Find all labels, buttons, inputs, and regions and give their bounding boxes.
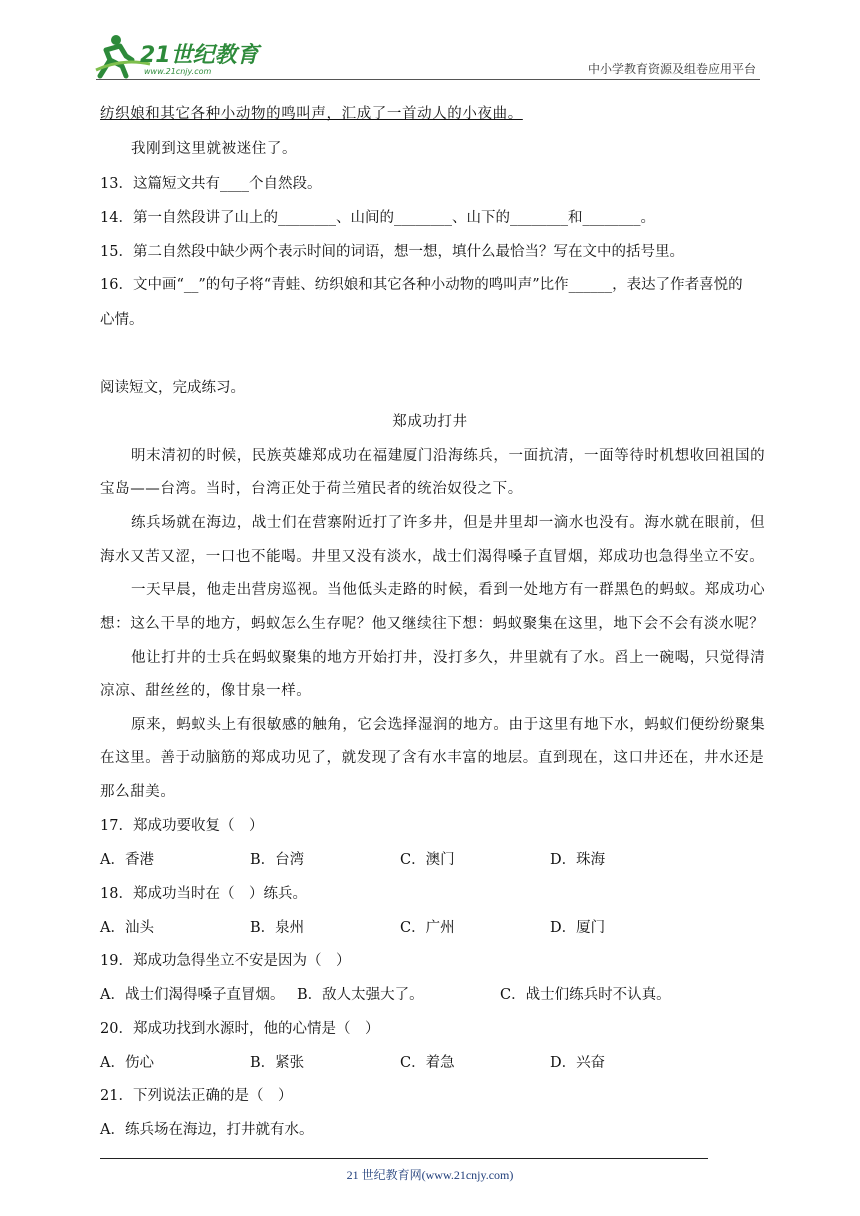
question-14: 14．第一自然段讲了山上的________、山间的________、山下的________和________。 — [100, 210, 655, 226]
question-15: 15．第二自然段中缺少两个表示时间的词语，想一想，填什么最恰当？写在文中的括号里。 — [100, 244, 684, 260]
logo — [92, 30, 262, 80]
question-16-cont: 心情。 — [100, 312, 144, 328]
option-c[interactable]: C．战士们练兵时不认真。 — [500, 987, 671, 1003]
header-divider — [96, 79, 760, 80]
underlined-sentence: 纺织娘和其它各种小动物的鸣叫声，汇成了一首动人的小夜曲。 — [100, 106, 523, 122]
passage-line: 练兵场就在海边，战士们在营寨附近打了许多井，但是井里却一滴水也没有。海水就在眼前，但 — [131, 515, 766, 531]
runner-logo-icon — [92, 30, 262, 80]
question-17: 17．郑成功要收复（ ） — [100, 818, 264, 834]
question-16: 16．文中画“__”的句子将“青蛙、纺织娘和其它各种小动物的鸣叫声”比作______，表达了作者喜悦的 — [100, 277, 743, 293]
svg-text:www.21cnjy.com: www.21cnjy.com — [144, 67, 212, 76]
passage-title: 郑成功打井 — [392, 414, 468, 430]
footer-divider — [100, 1158, 708, 1159]
option-d[interactable]: D．珠海 — [550, 852, 606, 868]
option-b[interactable]: B．紧张 — [250, 1055, 305, 1071]
passage-line: 海水又苦又涩，一口也不能喝。井里又没有淡水，战士们渴得嗓子直冒烟，郑成功也急得坐立不安。 — [100, 549, 765, 565]
question-21: 21．下列说法正确的是（ ） — [100, 1088, 293, 1104]
passage-line: 他让打井的士兵在蚂蚁聚集的地方开始打井，没打多久，井里就有了水。舀上一碗喝，只觉得清 — [131, 650, 766, 666]
option-a[interactable]: A．汕头 — [100, 920, 154, 936]
option-a[interactable]: A．战士们渴得嗓子直冒烟。 — [100, 987, 285, 1003]
passage-line: 在这里。善于动脑筋的郑成功见了，就发现了含有水丰富的地层。直到现在，这口井还在，井水还是 — [100, 750, 765, 766]
option-b[interactable]: B．敌人太强大了。 — [297, 987, 424, 1003]
footer-link[interactable]: 21 世纪教育网(www.21cnjy.com) — [346, 1168, 514, 1182]
question-20: 20．郑成功找到水源时，他的心情是（ ） — [100, 1021, 380, 1037]
passage-line: 想：这么干旱的地方，蚂蚁怎么生存呢？他又继续往下想：蚂蚁聚集在这里，地下会不会有淡水呢？ — [100, 616, 765, 632]
passage-line: 原来，蚂蚁头上有很敏感的触角，它会选择湿润的地方。由于这里有地下水，蚂蚁们便纷纷聚集 — [131, 717, 766, 733]
option-c[interactable]: C．澳门 — [400, 852, 455, 868]
option-a[interactable]: A．练兵场在海边，打井就有水。 — [100, 1122, 314, 1138]
option-c[interactable]: C．广州 — [400, 920, 455, 936]
passage-line: 一天早晨，他走出营房巡视。当他低头走路的时候，看到一处地方有一群黑色的蚂蚁。郑成功心 — [131, 582, 766, 598]
reading-instruction: 阅读短文，完成练习。 — [100, 380, 245, 396]
option-b[interactable]: B．台湾 — [250, 852, 305, 868]
question-13: 13．这篇短文共有____个自然段。 — [100, 176, 322, 192]
passage-line: 宝岛——台湾。当时，台湾正处于荷兰殖民者的统治奴役之下。 — [100, 481, 523, 497]
passage-line: 我刚到这里就被迷住了。 — [131, 141, 298, 157]
option-d[interactable]: D．厦门 — [550, 920, 606, 936]
option-a[interactable]: A．香港 — [100, 852, 154, 868]
platform-label: 中小学教育资源及组卷应用平台 — [587, 62, 756, 76]
passage-line: 那么甜美。 — [100, 784, 176, 800]
question-18: 18．郑成功当时在（ ）练兵。 — [100, 886, 307, 902]
option-d[interactable]: D．兴奋 — [550, 1055, 606, 1071]
passage-line: 明末清初的时候，民族英雄郑成功在福建厦门沿海练兵，一面抗清，一面等待时机想收回祖国的 — [131, 448, 766, 464]
option-c[interactable]: C．着急 — [400, 1055, 455, 1071]
passage-line: 凉凉、甜丝丝的，像甘泉一样。 — [100, 683, 312, 699]
svg-text:21世纪教育: 21世纪教育 — [140, 43, 259, 68]
question-19: 19．郑成功急得坐立不安是因为（ ） — [100, 953, 351, 969]
option-a[interactable]: A．伤心 — [100, 1055, 154, 1071]
option-b[interactable]: B．泉州 — [250, 920, 305, 936]
